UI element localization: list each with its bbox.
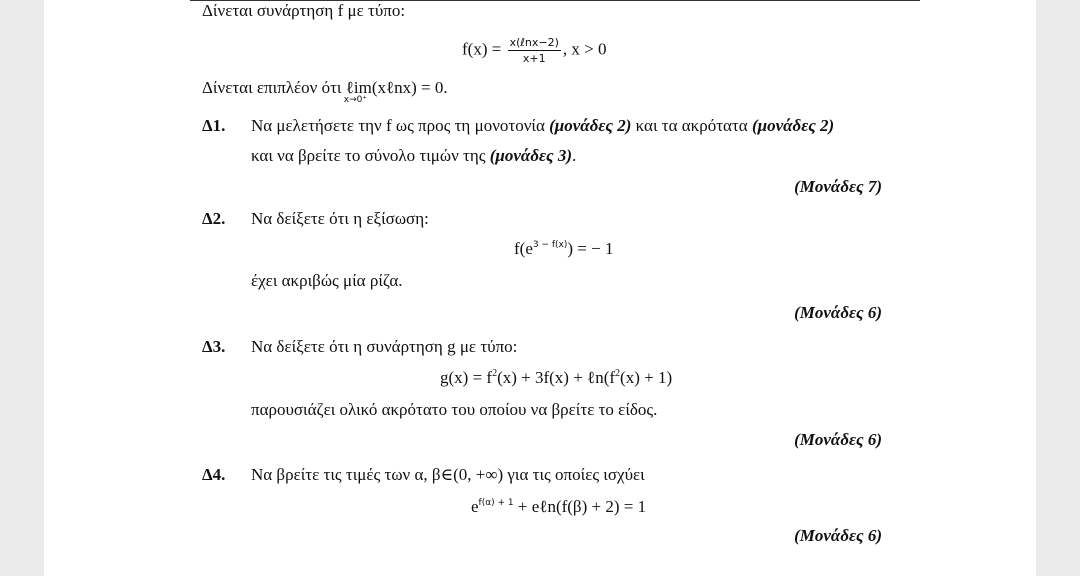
d4-eq-exponent: f(α) + 1 [478,498,514,508]
question-d1-label: Δ1. [202,116,226,135]
formula-lhs: f(x) = [462,39,502,59]
d1-points-c: (μονάδες 3) [489,146,572,165]
f-definition-formula [462,36,607,65]
question-d3-label: Δ3. [202,337,226,356]
limit-prefix: Δίνεται επιπλέον ότι [202,78,342,97]
question-d3-text2: παρουσιάζει ολικό ακρότατο του οποίου να βρείτε το είδος. [251,400,658,419]
question-d3-text: Να δείξετε ότι η συνάρτηση g με τύπο: [251,337,518,356]
question-d4-text: Να βρείτε τις τιμές των α, β∈(0, +∞) για τις οποίες ισχύει [251,465,645,484]
question-d3-equation [440,368,672,388]
question-d1-marks: (Μονάδες 7) [794,177,882,196]
limit-operator [343,78,372,105]
limit-statement [202,78,448,105]
d1-text-c: και να βρείτε το σύνολο τιμών της [251,146,486,165]
d3-eq-a: g(x) = f [440,368,493,387]
question-d4-equation [471,497,646,517]
limit-subscript: x→0⁺ [343,95,368,105]
question-d2-text: Να δείξετε ότι η εξίσωση: [251,209,429,228]
d3-eq-square-1: 2 [492,368,498,379]
question-d1-text-line2 [251,146,576,166]
question-d2-text2: έχει ακριβώς μία ρίζα. [251,271,403,290]
question-d2-equation [514,239,613,259]
question-d4-marks: (Μονάδες 6) [794,526,882,545]
d4-eq-base: e [471,497,479,516]
limit-expression: (xℓnx) = 0. [371,78,448,97]
document-page [44,0,1036,576]
question-d1-text-line1 [251,116,834,136]
d1-text-d: . [572,146,577,165]
d2-eq-exponent: 3 − f(x) [532,240,568,250]
question-d2-marks: (Μονάδες 6) [794,303,882,322]
d1-points-a: (μονάδες 2) [549,116,632,135]
question-d2-label: Δ2. [202,209,226,228]
formula-denominator: x+1 [522,52,546,65]
limit-word: ℓim [345,78,372,97]
formula-numerator: x(ℓnx−2) [509,36,559,49]
question-d3-marks: (Μονάδες 6) [794,430,882,449]
d4-eq-rest: + eℓn(f(β) + 2) = 1 [513,497,647,516]
intro-line: Δίνεται συνάρτηση f με τύπο: [202,1,406,20]
d1-points-b: (μονάδες 2) [751,116,835,135]
d2-eq-lhs: f(e [514,239,533,258]
d1-text-a: Να μελετήσετε την f ως προς τη μονοτονία [251,116,545,135]
d1-text-b: και τα ακρότατα [635,116,748,135]
d3-eq-b: (x) + 3f(x) + ℓn(f [497,368,616,387]
question-d4-label: Δ4. [202,465,226,484]
d3-eq-square-2: 2 [615,368,621,379]
formula-fraction [508,36,561,65]
formula-condition: , x > 0 [562,39,607,59]
d2-eq-rhs: ) = − 1 [567,239,614,258]
d3-eq-c: (x) + 1) [620,368,673,387]
